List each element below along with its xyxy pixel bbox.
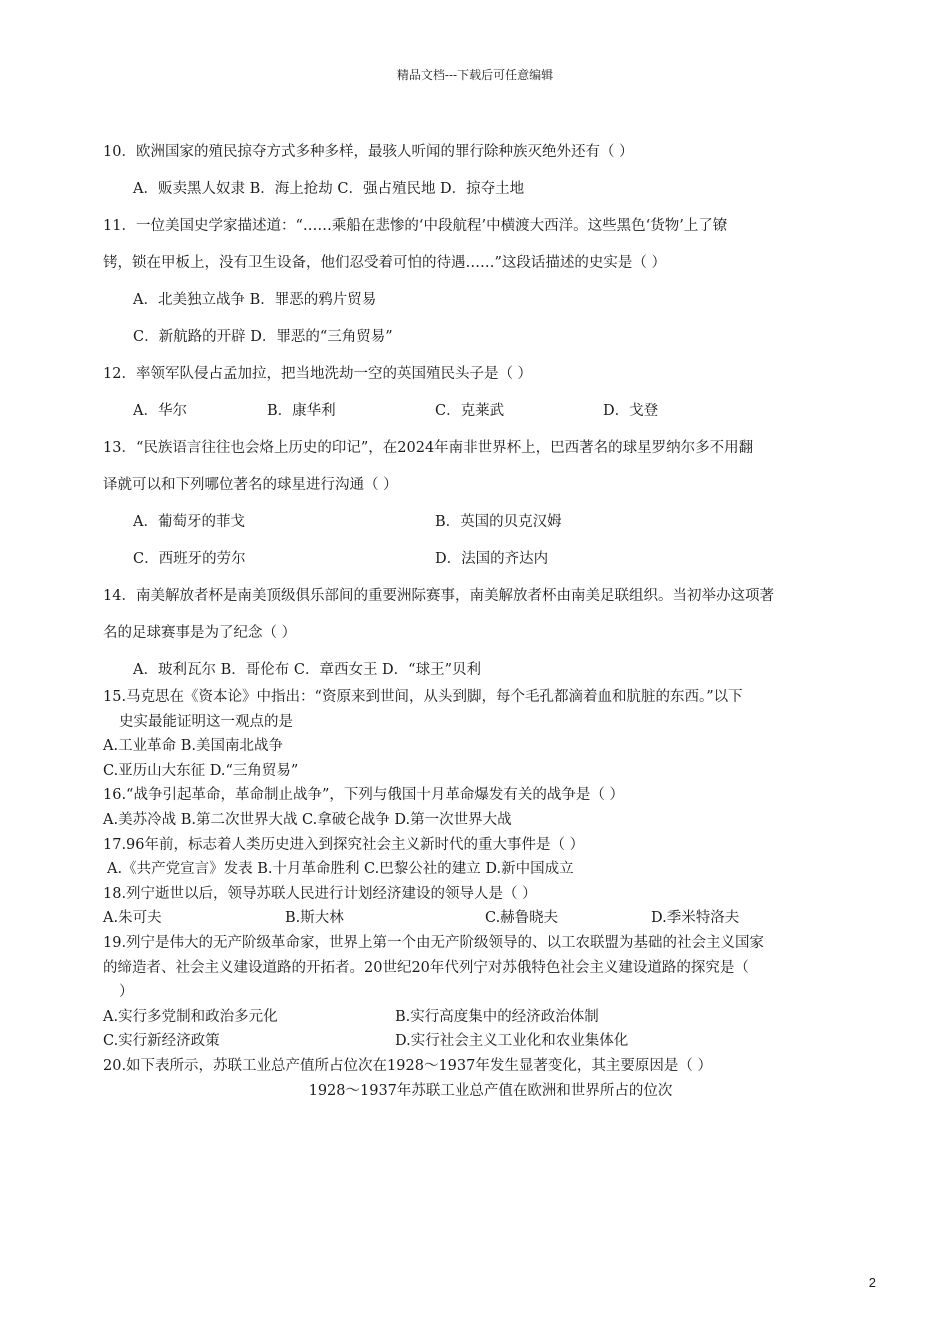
- question-line: 20.如下表所示，苏联工业总产值所占位次在1928～1937年发生显著变化，其主要原因是（ ）: [103, 1057, 712, 1074]
- option-item: C.赫鲁晓夫: [485, 910, 559, 927]
- question-line: 16.“战争引起革命，革命制止战争”，下列与俄国十月革命爆发有关的战争是（ ）: [103, 787, 624, 804]
- option-item: B.实行高度集中的经济政治体制: [395, 1008, 599, 1025]
- options-line: [103, 541, 878, 578]
- option-item: C.实行新经济政策: [103, 1033, 220, 1050]
- option-item: A．华尔: [133, 403, 187, 419]
- questions-10-14: [103, 134, 878, 689]
- options-line: [103, 906, 878, 931]
- option-item: C．西班牙的劳尔: [133, 551, 246, 567]
- options-line: A．玻利瓦尔 B．哥伦布 C．章西女王 D．“球王”贝利: [133, 662, 481, 678]
- table-caption: 1928～1937年苏联工业总产值在欧洲和世界所占的位次: [308, 1082, 673, 1099]
- option-item: D.季米特洛夫: [651, 910, 740, 927]
- question-stem-line: 10．欧洲国家的殖民掠夺方式多种多样，最骇人听闻的罪行除种族灭绝外还有（ ）: [103, 144, 634, 160]
- question-line: A.《共产党宣言》发表 B.十月革命胜利 C.巴黎公社的建立 D.新中国成立: [107, 861, 574, 878]
- questions-15-20: [103, 685, 878, 1103]
- question-line: ）: [119, 984, 134, 1001]
- option-item: C．克莱武: [435, 403, 505, 419]
- option-item: D．法国的齐达内: [435, 551, 549, 567]
- question-stem-line: 14．南美解放者杯是南美顶级俱乐部间的重要洲际赛事，南美解放者杯由南美足联组织。当初举办这项著: [103, 588, 774, 604]
- question-line: 19.列宁是伟大的无产阶级革命家，世界上第一个由无产阶级领导的、以工农联盟为基础的社会主义国家: [103, 934, 765, 951]
- page-header: 精品文档---下载后可任意编辑: [396, 68, 554, 82]
- question-line: C.亚历山大东征 D.“三角贸易”: [103, 762, 299, 779]
- options-line: C．新航路的开辟 D．罪恶的“三角贸易”: [133, 329, 393, 345]
- options-line: A．贩卖黑人奴隶 B．海上抢劫 C．强占殖民地 D．掠夺土地: [133, 181, 525, 197]
- question-line: 史实最能证明这一观点的是: [119, 713, 293, 730]
- options-line: [103, 504, 878, 541]
- question-stem-line: 译就可以和下列哪位著名的球星进行沟通（ ）: [103, 477, 398, 493]
- question-line: 15.马克思在《资本论》中指出：“资原来到世间，从头到脚，每个毛孔都滴着血和肮脏的东西。”以下: [103, 689, 743, 705]
- question-line: 18.列宁逝世以后，领导苏联人民进行计划经济建设的领导人是（ ）: [103, 885, 537, 902]
- option-item: A.实行多党制和政治多元化: [103, 1008, 278, 1025]
- option-item: A．葡萄牙的菲戈: [133, 514, 245, 530]
- option-item: D．戈登: [603, 403, 659, 419]
- question-stem-line: 铐，锁在甲板上，没有卫生设备，他们忍受着可怕的待遇……”这段话描述的史实是（ ）: [103, 255, 667, 271]
- question-stem-line: 12．率领军队侵占孟加拉，把当地洗劫一空的英国殖民头子是（ ）: [103, 366, 533, 382]
- question-stem-line: 13．“民族语言往往也会烙上历史的印记”，在2024年南非世界杯上，巴西著名的球星罗纳尔多不用翻: [103, 440, 754, 456]
- options-line: [103, 1005, 878, 1030]
- question-line: 的缔造者、社会主义建设道路的开拓者。20世纪20年代列宁对苏俄特色社会主义建设道路的探究是（: [103, 959, 749, 976]
- options-line: [103, 393, 878, 430]
- question-stem-line: 名的足球赛事是为了纪念（ ）: [103, 625, 297, 641]
- page-number: 2: [868, 1275, 876, 1290]
- option-item: D.实行社会主义工业化和农业集体化: [395, 1033, 629, 1050]
- option-item: A.朱可夫: [103, 910, 162, 927]
- option-item: B.斯大林: [285, 910, 344, 927]
- option-item: B．康华利: [267, 403, 336, 419]
- question-line: A.工业革命 B.美国南北战争: [103, 738, 283, 755]
- question-line: A.美苏冷战 B.第二次世界大战 C.拿破仑战争 D.第一次世界大战: [103, 811, 512, 828]
- options-line: [103, 1029, 878, 1054]
- option-item: B．英国的贝克汉姆: [435, 514, 562, 530]
- options-line: A．北美独立战争 B．罪恶的鸦片贸易: [133, 292, 377, 308]
- question-stem-line: 11．一位美国史学家描述道：“……乘船在悲惨的‘中段航程’中横渡大西洋。这些黑色‘货物’上了镣: [103, 218, 728, 234]
- question-line: 17.96年前，标志着人类历史进入到探究社会主义新时代的重大事件是（ ）: [103, 836, 585, 853]
